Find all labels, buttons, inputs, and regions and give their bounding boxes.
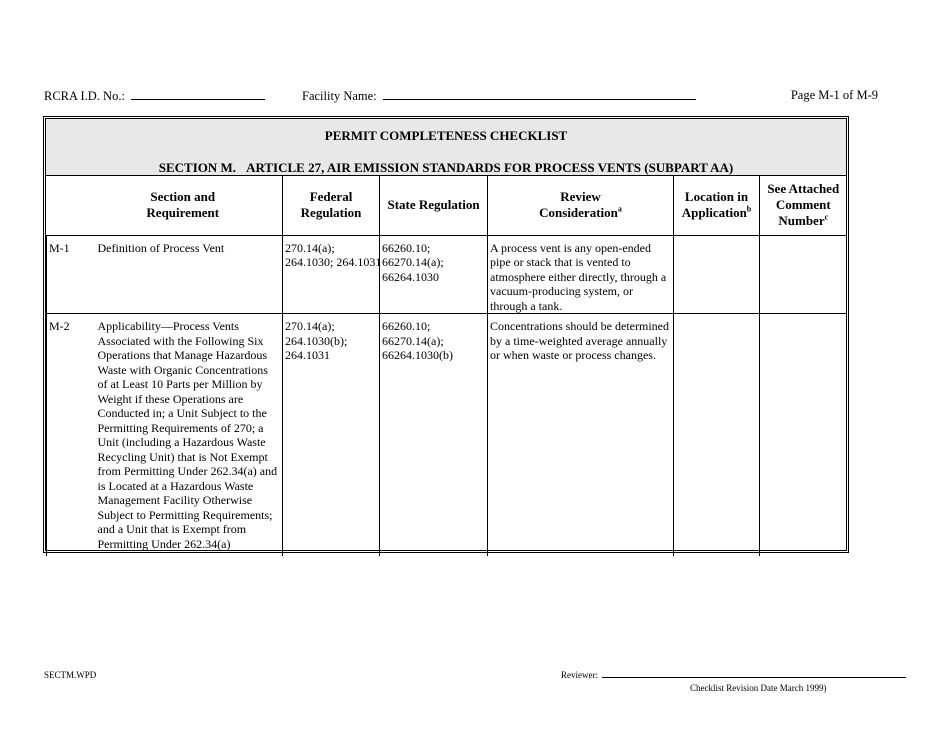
rcra-id-blank[interactable] xyxy=(131,88,265,100)
reviewer-label: Reviewer: xyxy=(561,670,598,680)
row-requirement: Applicability—Process Vents Associated with the Following Six Operations that Manage Hazardous Waste with Organic Concentrations of at Least 10 Parts per Million by Weight if these Operations are Conducted in; a Unit Subject to the Permitting Requirements of 270; a Unit (including a Hazardous Waste Recycling Unit) that is Not Exempt from Permitting Under 262.34(a) and is Located at a Hazardous Waste Management Facility Otherwise Subject to Permitting Requirements; and a Unit that is Exempt from Permitting Under 262.34(a) xyxy=(97,319,278,551)
reviewer-blank[interactable] xyxy=(602,670,906,678)
table-header-row xyxy=(47,176,847,235)
rcra-id-field xyxy=(44,88,265,104)
row-review: A process vent is any open-ended pipe or stack that is vented to atmosphere either directly, through a vacuum-producing system, or through a tank. xyxy=(488,235,674,314)
file-name: SECTM.WPD xyxy=(44,670,97,680)
facility-name-field xyxy=(302,88,696,104)
row-review: Concentrations should be determined by a time-weighted average annually or when waste or process changes. xyxy=(488,314,674,556)
col-header-state: State Regulation xyxy=(380,176,488,235)
col-header-federal: Federal Regulation xyxy=(283,176,380,235)
reviewer-field xyxy=(561,670,906,680)
col-header-location: Location in Application$^b$ xyxy=(674,176,760,235)
section-label: SECTION M. xyxy=(158,160,237,175)
row-comment[interactable] xyxy=(760,314,847,556)
table-row xyxy=(47,235,847,314)
table-row xyxy=(47,314,847,556)
checklist-table xyxy=(46,176,847,556)
section-title xyxy=(46,160,846,176)
checklist-title: PERMIT COMPLETENESS CHECKLIST xyxy=(324,128,568,143)
row-federal: 270.14(a); 264.1030; 264.1031 xyxy=(283,235,380,314)
row-location[interactable] xyxy=(674,314,760,556)
row-state: 66260.10; 66270.14(a); 66264.1030(b) xyxy=(380,314,488,556)
revision-date: Checklist Revision Date March 1999) xyxy=(690,683,827,693)
row-id: M-1 xyxy=(47,235,96,314)
row-federal: 270.14(a); 264.1030(b); 264.1031 xyxy=(283,314,380,556)
facility-name-blank[interactable] xyxy=(383,88,696,100)
article-title: ARTICLE 27, AIR EMISSION STANDARDS FOR PROCESS VENTS (SUBPART AA) xyxy=(246,160,734,175)
col-header-review: Review Consideration$^a$ xyxy=(488,176,674,235)
col-header-section: Section and Requirement xyxy=(47,176,283,235)
col-header-comment: See Attached Comment Number$^c$ xyxy=(760,176,847,235)
row-comment[interactable] xyxy=(760,235,847,314)
row-requirement: Definition of Process Vent xyxy=(96,235,283,314)
row-state: 66260.10; 66270.14(a); 66264.1030 xyxy=(380,235,488,314)
page-number: Page M-1 of M-9 xyxy=(790,88,878,102)
facility-name-label: Facility Name: xyxy=(302,89,377,103)
checklist-frame xyxy=(43,116,849,553)
row-id: M-2 xyxy=(47,314,96,556)
title-band xyxy=(46,119,846,176)
row-location[interactable] xyxy=(674,235,760,314)
rcra-id-label: RCRA I.D. No.: xyxy=(44,89,125,103)
